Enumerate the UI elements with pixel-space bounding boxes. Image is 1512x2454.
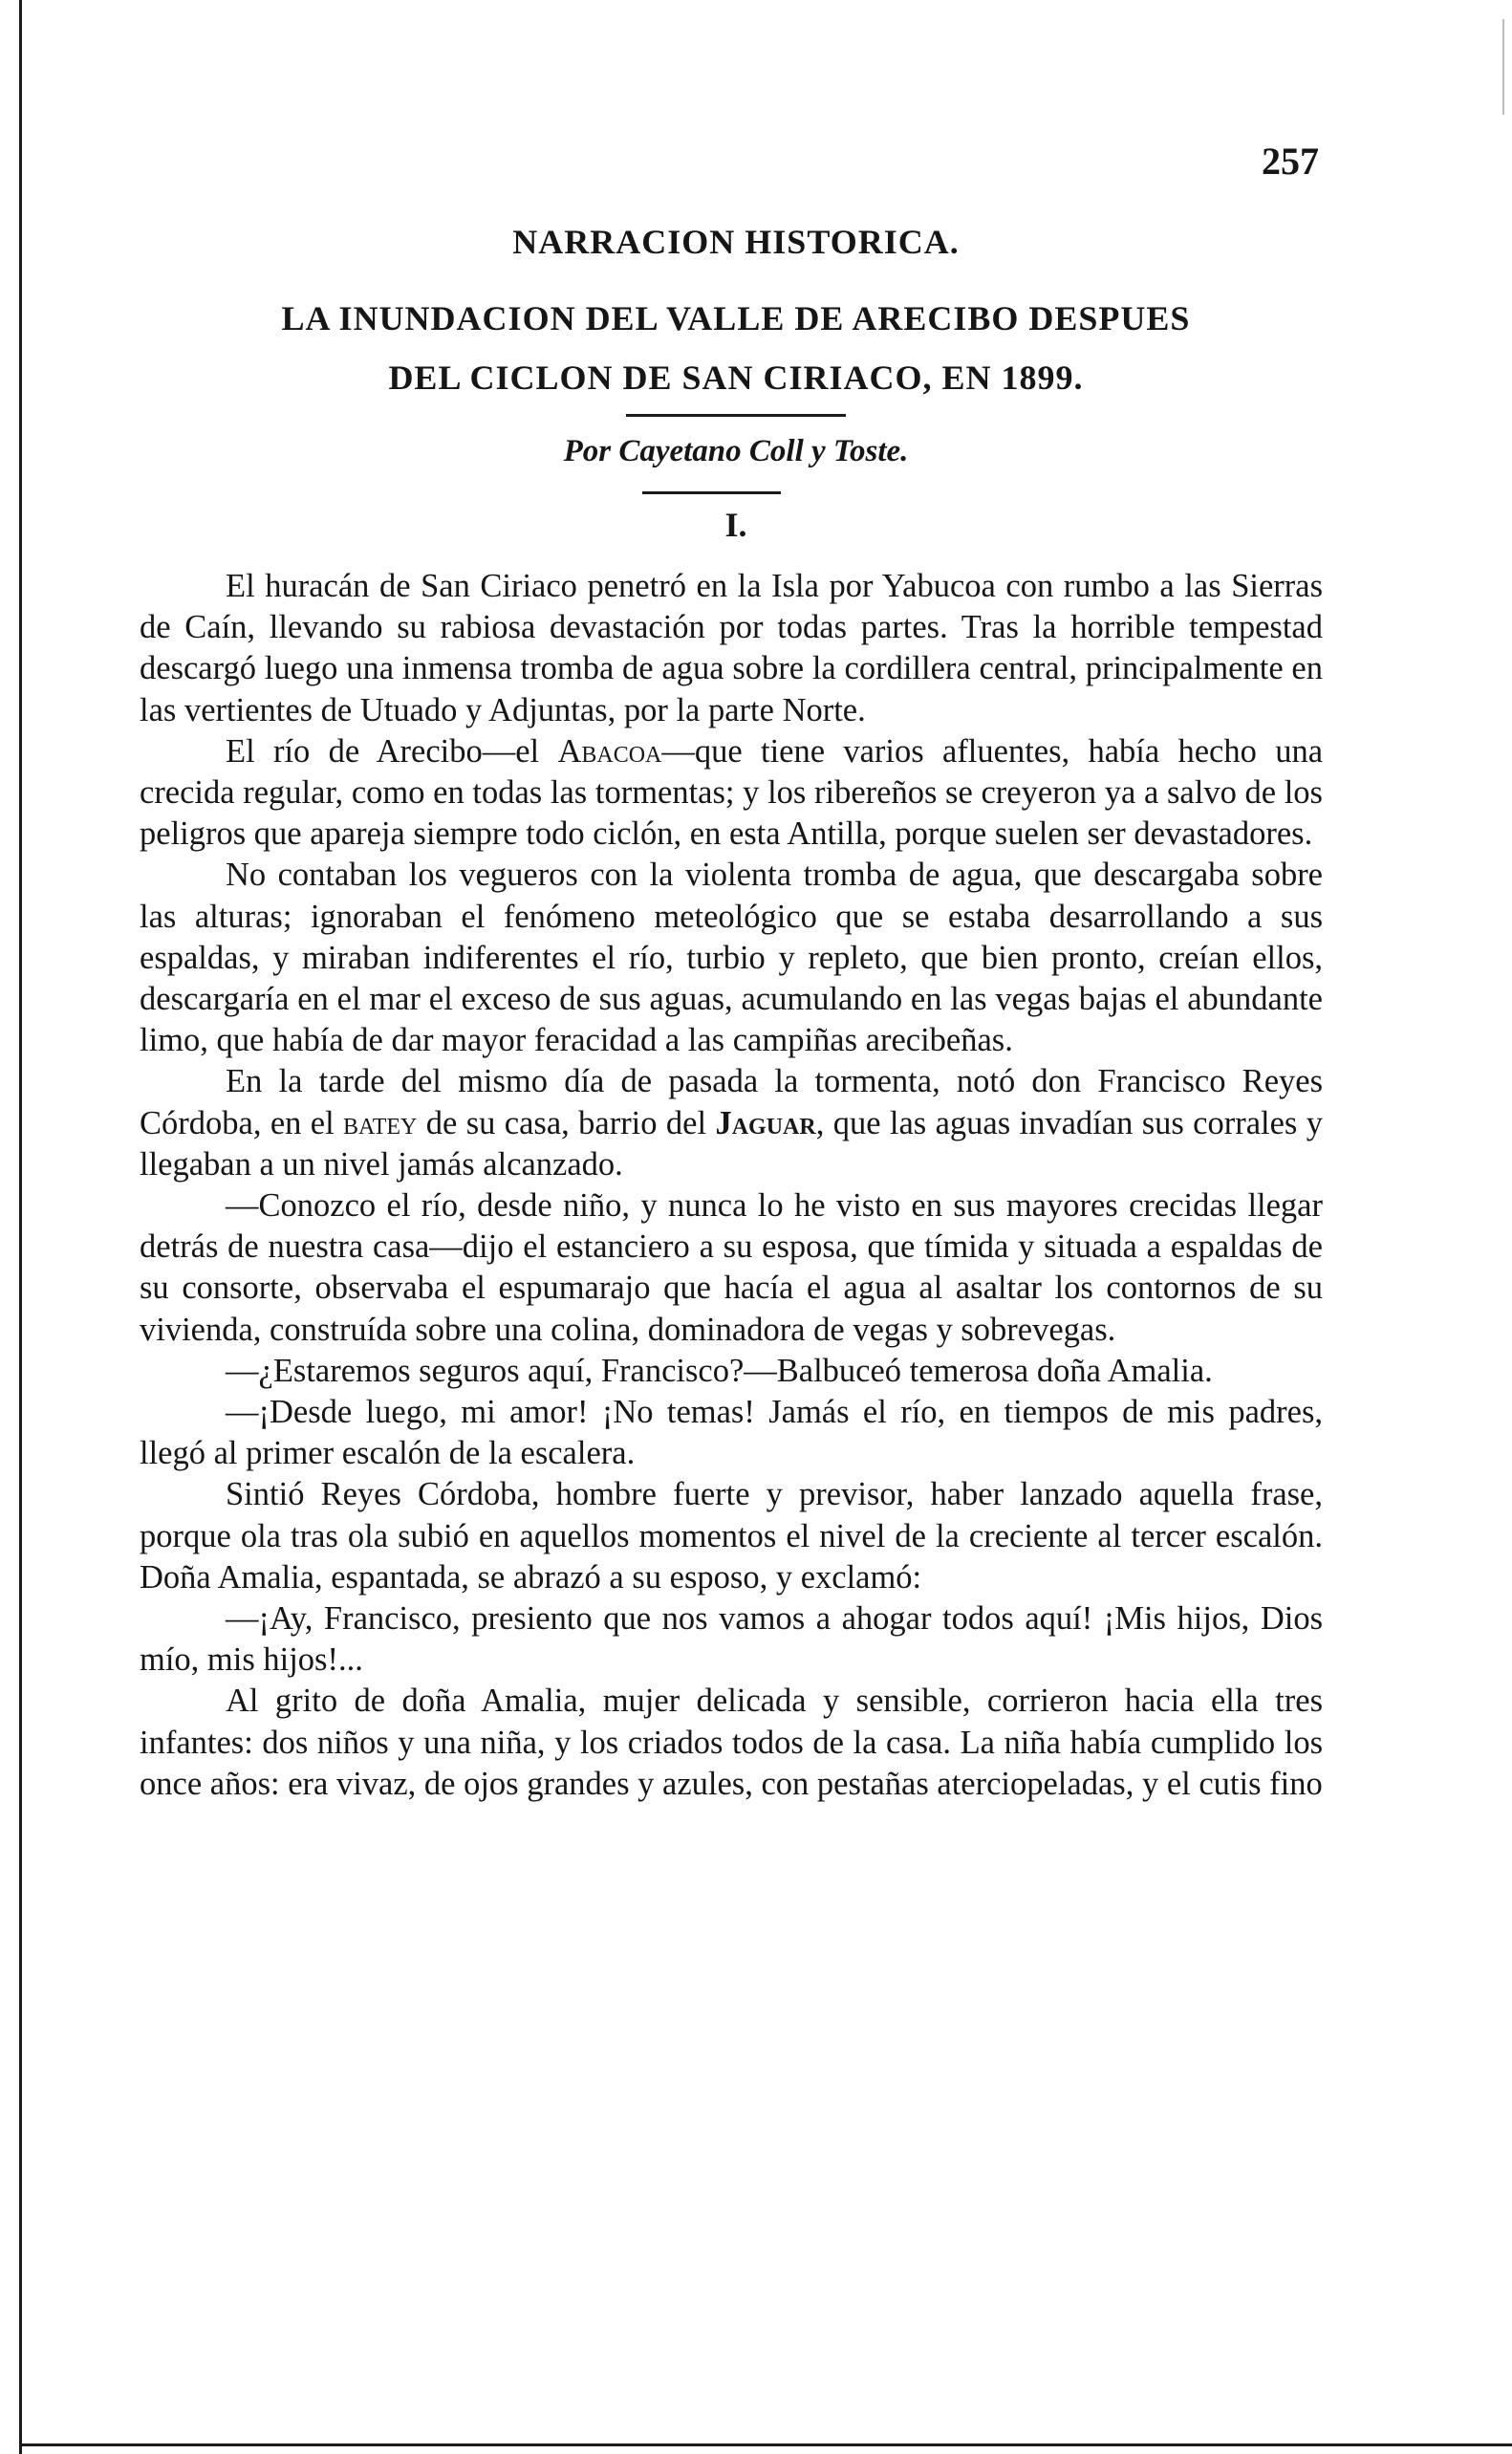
scan-edge-mark [1502, 19, 1504, 115]
article-title-line-2: DEL CICLON DE SAN CIRIACO, EN 1899. [388, 358, 1084, 397]
paragraph-text: de su casa, barrio del [417, 1104, 716, 1141]
paragraph-text: —¡Ay, Francisco, presiento que nos vamos a ahogar todos aquí! ¡Mis hijos, Dios mío, mis hijos!... [140, 1600, 1323, 1679]
section-title: NARRACION HISTORICA. [512, 223, 960, 261]
chapter-numeral: I. [724, 506, 747, 544]
paragraph-text: Al grito de doña Amalia, mujer delicada y sensible, corrieron hacia ella tres infantes: dos niños y una niña, y los criados todos de la casa. La niña había cumplido los once años: era vivaz, de ojos grandes y azules, con pestañas aterciopeladas, y el cutis fino [140, 1683, 1323, 1802]
scan-left-border [19, 0, 22, 2454]
paragraph-text: El río de Arecibo—el [226, 732, 558, 770]
paragraph [140, 1185, 1323, 1351]
paragraph [140, 1392, 1323, 1474]
paragraph [140, 731, 1323, 856]
article-title-line-1: LA INUNDACION DEL VALLE DE ARECIBO DESPUES [281, 299, 1191, 337]
paragraph-text: —que tiene varios afluentes, había hecho una crecida regular, como en todas las tormentas; y los ribereños se creyeron ya a salvo de los peligros que apareja siempre todo ciclón, en esta Antilla, porque suelen ser devastadores. [140, 732, 1324, 853]
paragraph-text: —¡Desde luego, mi amor! ¡No temas! Jamás el río, en tiempos de mis padres, llegó al primer escalón de la escalera. [140, 1394, 1323, 1472]
paragraph [140, 566, 1323, 731]
paragraph [140, 1681, 1323, 1805]
paragraph [140, 1474, 1323, 1598]
barrio-name-smallcaps: Jaguar [715, 1104, 816, 1141]
page-number: 257 [1262, 140, 1319, 183]
paragraph-text: En la tarde del mismo día de pasada la tormenta, notó don Francisco Reyes Córdoba, en el [140, 1063, 1323, 1141]
title-divider [626, 414, 846, 417]
paragraph-text: , que las aguas invadían sus corrales y llegaban a un nivel jamás alcanzado. [140, 1104, 1323, 1183]
author-byline: Por Cayetano Coll y Toste. [563, 434, 909, 468]
body-text [140, 566, 1323, 1805]
paragraph-text: —Conozco el río, desde niño, y nunca lo he visto en sus mayores crecidas llegar detrás de nuestra casa—dijo el estanciero a su esposa, que tímida y situada a espaldas de su consorte, observaba el espumarajo que hacía el agua al asaltar los contornos de su vivienda, construída sobre una colina, dominadora de vegas y sobrevegas. [140, 1187, 1323, 1348]
byline-divider [642, 491, 781, 494]
paragraph [140, 1598, 1323, 1681]
paragraph [140, 855, 1323, 1061]
paragraph-text: Sintió Reyes Córdoba, hombre fuerte y previsor, haber lanzado aquella frase, porque ola tras ola subió en aquellos momentos el nivel de la creciente al tercer escalón. Doña Amalia, espantada, se abrazó a su esposo, y exclamó: [140, 1476, 1323, 1596]
paragraph-text: No contaban los vegueros con la violenta tromba de agua, que descargaba sobre las alturas; ignoraban el fenómeno meteológico que se estaba desarrollando a sus espaldas, y miraban indiferentes el río, turbio y repleto, que bien pronto, creían ellos, descargaría en el mar el exceso de sus aguas, acumulando en las vegas bajas el abundante limo, que había de dar mayor feracidad a las campiñas arecibeñas. [140, 857, 1323, 1059]
paragraph [140, 1351, 1323, 1392]
paragraph [140, 1061, 1323, 1185]
batey-smallcaps: batey [343, 1104, 418, 1141]
paragraph-text: —¿Estaremos seguros aquí, Francisco?—Balbuceó temerosa doña Amalia. [226, 1352, 1213, 1389]
scan-bottom-border [19, 2443, 1512, 2446]
paragraph-text: El huracán de San Ciriaco penetró en la Isla por Yabucoa con rumbo a las Sierras de Caín, llevando su rabiosa devastación por todas partes. Tras la horrible tempestad descargó luego una inmensa tromba de agua sobre la cordillera central, principalmente en las vertientes de Utuado y Adjuntas, por la parte Norte. [140, 568, 1323, 728]
river-name-smallcaps: Abacoa [557, 732, 662, 770]
